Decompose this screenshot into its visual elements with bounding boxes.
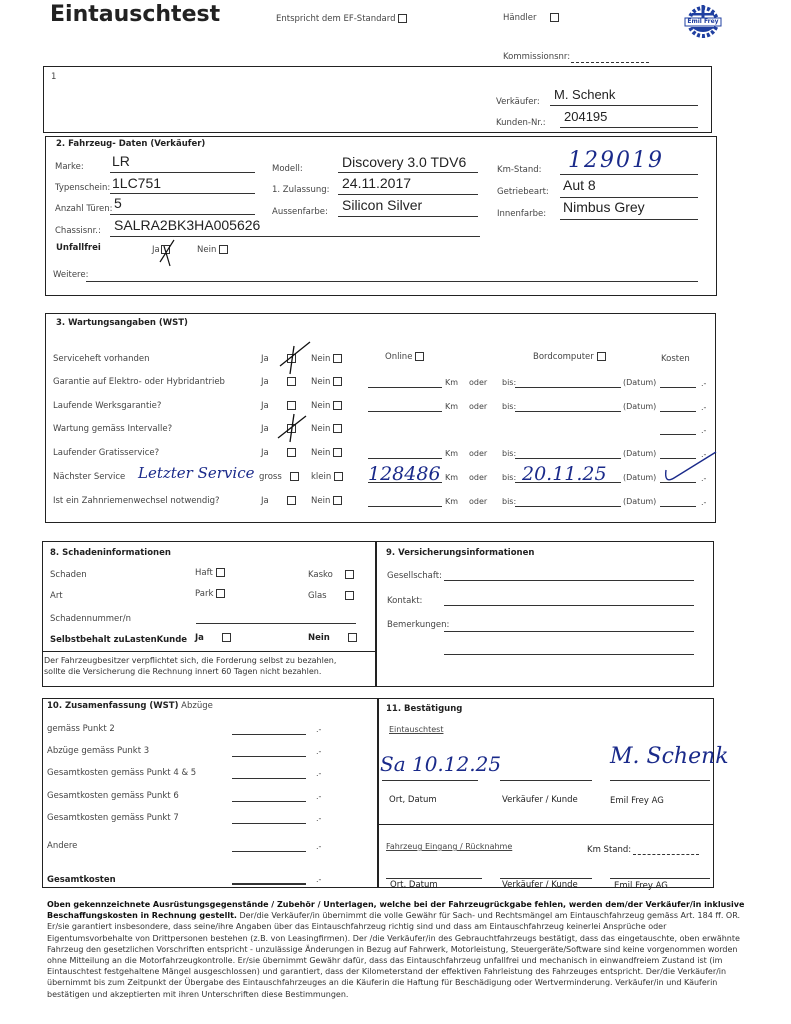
wst-row-opt1-label: Ja xyxy=(261,424,269,434)
tueren-label: Anzahl Türen: xyxy=(55,204,113,214)
typenschein-value[interactable]: 1LC751 xyxy=(112,175,162,191)
verkaeufer-underline xyxy=(550,105,698,106)
zulassung-underline xyxy=(338,194,478,195)
wst-kosten-dash: .- xyxy=(701,426,707,435)
section-10-title-suffix: Abzüge xyxy=(181,701,213,711)
section-3-title: 3. Wartungsangaben (WST) xyxy=(56,318,188,328)
wst-row-opt1-checkbox[interactable] xyxy=(261,496,296,506)
park-checkbox[interactable] xyxy=(195,589,225,599)
ort-datum-line-1 xyxy=(382,780,478,781)
summary-row-field[interactable] xyxy=(232,851,306,852)
wst-oder-label: oder xyxy=(469,497,488,506)
section-11-divider xyxy=(378,824,714,825)
schaden-label: Schaden xyxy=(50,570,87,580)
wst-row-label: Laufender Gratisservice? xyxy=(53,448,160,458)
typenschein-underline xyxy=(110,193,255,194)
selbstbehalt-nein-label: Nein xyxy=(308,633,330,643)
section-9-title: 9. Versicherungsinformationen xyxy=(386,548,535,558)
haft-label: Haft xyxy=(195,568,213,578)
emil-frey-logo xyxy=(684,3,722,39)
ort-datum-label-2: Ort, Datum xyxy=(390,880,438,890)
verkaeufer-kunde-label-1: Verkäufer / Kunde xyxy=(502,795,578,805)
wst-kosten-dash: .- xyxy=(701,450,707,459)
bemerkungen-field-1[interactable] xyxy=(444,631,694,632)
emil-frey-line-1 xyxy=(610,780,710,781)
typenschein-label: Typenschein: xyxy=(55,183,111,193)
haft-checkbox[interactable] xyxy=(195,568,225,578)
wst-km-field[interactable] xyxy=(368,411,442,412)
selbstbehalt-label: Selbstbehalt zuLastenKunde xyxy=(50,635,188,645)
wst-km-field[interactable] xyxy=(368,458,442,459)
wst-kosten-field[interactable] xyxy=(660,411,696,412)
kommissionsnr-label: Kommissionsnr: xyxy=(503,52,571,62)
glas-label: Glas xyxy=(308,591,327,601)
selbstbehalt-ja-checkbox[interactable] xyxy=(195,633,231,643)
wst-row-opt1-label: gross xyxy=(259,472,282,482)
wst-km-label: Km xyxy=(445,402,459,411)
gesamtkosten-field[interactable] xyxy=(232,883,306,885)
wst-kosten-dash: .- xyxy=(701,474,707,483)
wst-datum-label: (Datum) xyxy=(623,473,657,482)
summary-row-label: Abzüge gemäss Punkt 3 xyxy=(47,746,150,756)
wst-row-opt2-checkbox[interactable] xyxy=(311,377,342,387)
online-checkbox[interactable] xyxy=(385,352,424,362)
summary-row-dash: .- xyxy=(316,814,322,823)
wst-row-opt2-checkbox[interactable] xyxy=(311,424,342,434)
schaden-note: Der Fahrzeugbesitzer verpflichtet sich, die Forderung selbst zu bezahlen, sollte die Versicherung die Rechnung innert 60 Tagen nicht bezahlen. xyxy=(44,656,337,676)
legal-text xyxy=(47,899,747,1000)
summary-row-dash: .- xyxy=(316,725,322,734)
wst-row-opt1-label: Ja xyxy=(261,401,269,411)
wst-km-label: Km xyxy=(445,497,459,506)
kasko-label: Kasko xyxy=(308,570,333,580)
wst-bis-label: bis: xyxy=(502,449,517,458)
haendler-label: Händler xyxy=(503,13,537,23)
innenfarbe-value[interactable]: Nimbus Grey xyxy=(563,199,645,215)
summary-row-field[interactable] xyxy=(232,756,306,757)
section-10-title-wrap xyxy=(47,701,213,711)
modell-underline xyxy=(338,172,478,173)
emil-frey-label-2: Emil Frey AG xyxy=(614,881,668,891)
wst-datum-label: (Datum) xyxy=(623,402,657,411)
verkaeufer-label: Verkäufer: xyxy=(496,97,540,107)
gesamtkosten-dash: .- xyxy=(316,875,322,884)
getriebe-underline xyxy=(560,197,698,198)
wst-datum-label: (Datum) xyxy=(623,378,657,387)
wst-row-opt1-label: Ja xyxy=(261,377,269,387)
wst-row-opt2-checkbox[interactable] xyxy=(311,496,342,506)
wst-row-opt1-checkbox[interactable] xyxy=(261,448,296,458)
kmstand-value[interactable]: 129019 xyxy=(568,148,664,173)
kosten-check-mark xyxy=(662,448,718,486)
aussenfarbe-label: Aussenfarbe: xyxy=(272,207,328,217)
kmstand-label: Km-Stand: xyxy=(497,165,542,175)
bordcomputer-label: Bordcomputer xyxy=(533,352,594,362)
wst-kosten-field[interactable] xyxy=(660,506,696,507)
wst-bis-label: bis: xyxy=(502,473,517,482)
aussenfarbe-value[interactable]: Silicon Silver xyxy=(342,197,423,213)
summary-row-dash: .- xyxy=(316,792,322,801)
summary-row-label: gemäss Punkt 2 xyxy=(47,724,115,734)
kmstand-eingang-field[interactable] xyxy=(633,854,699,855)
kontakt-field[interactable] xyxy=(444,605,694,606)
emil-frey-label-1: Emil Frey AG xyxy=(610,796,664,806)
park-label: Park xyxy=(195,589,214,599)
wst-datum-label: (Datum) xyxy=(623,449,657,458)
legal-bold: Oben gekennzeichnete Ausrüstungsgegenstände / Zubehör / Unterlagen, welche bei der Fahrzeugrückgabe fehlen, werden dem/der Verkäufer/in inklusive Beschaffungskosten in Rechnung gestellt. xyxy=(47,900,745,921)
wst-bis-label: bis: xyxy=(502,378,517,387)
summary-row-field[interactable] xyxy=(232,823,306,824)
bordcomputer-checkbox[interactable] xyxy=(533,352,606,362)
verkaeufer-kunde-label-2: Verkäufer / Kunde xyxy=(502,880,578,890)
wst-kosten-dash: .- xyxy=(701,403,707,412)
bemerkungen-label: Bemerkungen: xyxy=(387,620,450,630)
wst-row-opt2-label: Nein xyxy=(311,354,331,364)
modell-value[interactable]: Discovery 3.0 TDV6 xyxy=(342,154,467,170)
section-1-number: 1 xyxy=(51,72,57,82)
wst-datum-field[interactable] xyxy=(515,411,621,412)
summary-row-label: Gesamtkosten gemäss Punkt 6 xyxy=(47,791,179,801)
serviceheft-check-mark xyxy=(278,340,314,376)
tueren-underline xyxy=(110,214,255,215)
wst-row-opt2-label: Nein xyxy=(311,496,331,506)
wst-datum-value[interactable]: 20.11.25 xyxy=(522,463,607,485)
wst-km-field[interactable] xyxy=(368,506,442,507)
marke-value[interactable]: LR xyxy=(112,153,130,169)
zulassung-value[interactable]: 24.11.2017 xyxy=(342,175,412,191)
section-2-title: 2. Fahrzeug- Daten (Verkäufer) xyxy=(56,139,206,149)
getriebe-value[interactable]: Aut 8 xyxy=(563,177,596,193)
tueren-value[interactable]: 5 xyxy=(114,195,122,211)
section-9 xyxy=(376,541,714,687)
kommissionsnr-field[interactable] xyxy=(571,62,649,63)
wst-bis-label: bis: xyxy=(502,497,517,506)
unfallfrei-nein-label: Nein xyxy=(197,245,217,255)
marke-underline xyxy=(110,172,255,173)
wst-row-opt1-label: Ja xyxy=(261,448,269,458)
summary-row-label: Gesamtkosten gemäss Punkt 7 xyxy=(47,813,179,823)
chassis-label: Chassisnr.: xyxy=(55,226,101,236)
wst-kosten-field[interactable] xyxy=(660,387,696,388)
verkaeufer-line-2 xyxy=(500,878,592,879)
wst-row-opt2-checkbox[interactable] xyxy=(311,448,342,458)
wst-row-opt1-label: Ja xyxy=(261,496,269,506)
wst-row-opt2-checkbox[interactable] xyxy=(311,354,342,364)
wst-row-opt2-checkbox[interactable] xyxy=(311,472,343,482)
wst-km-label: Km xyxy=(445,449,459,458)
unfallfrei-check-mark xyxy=(158,238,178,268)
wst-oder-label: oder xyxy=(469,402,488,411)
chassis-value[interactable]: SALRA2BK3HA005626 xyxy=(114,217,261,233)
wst-row-label: Wartung gemäss Intervalle? xyxy=(53,424,173,434)
wst-row-opt2-label: klein xyxy=(311,472,332,482)
wst-row-opt2-label: Nein xyxy=(311,401,331,411)
kunden-nr-label: Kunden-Nr.: xyxy=(496,118,546,128)
signature-value[interactable]: M. Schenk xyxy=(610,744,729,769)
kasko-checkbox[interactable] xyxy=(308,570,354,580)
summary-row-field[interactable] xyxy=(232,801,306,802)
wst-oder-label: oder xyxy=(469,449,488,458)
chassis-underline xyxy=(110,236,480,237)
getriebe-label: Getriebeart: xyxy=(497,187,549,197)
gesamtkosten-label: Gesamtkosten xyxy=(47,875,116,885)
innenfarbe-underline xyxy=(560,219,698,220)
weitere-label: Weitere: xyxy=(53,270,89,280)
wst-row-opt2-checkbox[interactable] xyxy=(311,401,342,411)
haendler-checkbox[interactable] xyxy=(503,13,559,23)
section-3 xyxy=(45,313,716,523)
selbstbehalt-nein-checkbox[interactable] xyxy=(308,633,357,643)
kmstand-eingang-label: Km Stand: xyxy=(587,845,632,855)
logo-text: Emil Frey xyxy=(687,18,719,25)
section-8-title: 8. Schadeninformationen xyxy=(50,548,171,558)
kunden-nr-underline xyxy=(560,127,698,128)
verkaeufer-line-1 xyxy=(500,780,592,781)
unfallfrei-nein-checkbox[interactable] xyxy=(197,245,228,255)
summary-row-field[interactable] xyxy=(232,734,306,735)
summary-row-label: Andere xyxy=(47,841,78,851)
kmstand-underline xyxy=(560,174,698,175)
wst-bis-label: bis: xyxy=(502,402,517,411)
modell-label: Modell: xyxy=(272,164,303,174)
summary-row-dash: .- xyxy=(316,747,322,756)
summary-row-label: Gesamtkosten gemäss Punkt 4 & 5 xyxy=(47,768,197,778)
wst-row-note[interactable]: Letzter Service xyxy=(138,464,255,482)
ort-datum-label-1: Ort, Datum xyxy=(389,795,437,805)
legal-body: Der/die Verkäufer/in übernimmt die volle Gewähr für Sach- und Rechtsmängel am Eintauschfahrzeug gemäss Art. 184 ff. OR. Er/sie garantiert insbesondere, dass seine/ihre Angaben über das Eintauschfahrzeug richtig sind und dass am Eintauschfahrzeug keinerlei Ansprüche oder Eigentumsvorbehalte von Drittpersonen bestehen (z.B. von Leasingfirmen). Der /die Verkäufer/in des Gebrauchtfahrzeugs bestätigt, dass das eingetauschte, oben erwähnte Fahrzeug den gesetzlichen Vorschriften entspricht - unzulässige Änderungen in Bezug auf Fahrwerk, Motorleistung, Steuergeräte/Software sind keine vorgenommen worden ohne Mitteilung an die Motorfahrzeugkontrolle. Er/sie übernimmt Gewähr dafür, dass das Eintauschfahrzeug unfallfrei und mechanisch in einwandfreiem Zustand ist (im Eintauschtest festgehaltene Mängel ausgeschlossen) und garantiert, dass der Kilometerstand der effektiven Fahrleistung des Fahrzeuges entspricht. Der/die Verkäufer/in übernimmt bis zum Zeitpunkt der Übergabe des Eintauschfahrzeuges an die Käuferin die Haftung für Beschädigung oder Wertverminderung. Verkäufer/in und Käuferin bestätigen und akzeptierten mit ihren Unterschriften diese Bestimmungen. xyxy=(47,911,741,999)
unfallfrei-label: Unfallfrei xyxy=(56,243,101,253)
wst-row-label: Garantie auf Elektro- oder Hybridantrieb xyxy=(53,377,225,387)
ef-standard-checkbox[interactable] xyxy=(276,14,407,24)
verkaeufer-value[interactable]: M. Schenk xyxy=(554,87,616,102)
weitere-field[interactable] xyxy=(86,281,698,282)
wst-row-opt2-label: Nein xyxy=(311,377,331,387)
section-10-title: 10. Zusamenfassung (WST) xyxy=(47,701,179,711)
wst-row-label: Serviceheft vorhanden xyxy=(53,354,150,364)
wst-row-opt1-checkbox[interactable] xyxy=(261,377,296,387)
section-8-divider xyxy=(42,651,376,652)
summary-row-dash: .- xyxy=(316,769,322,778)
unfallfrei-ja-label: Ja xyxy=(152,245,160,255)
wst-oder-label: oder xyxy=(469,378,488,387)
section-11-title: 11. Bestätigung xyxy=(386,704,463,714)
wst-km-label: Km xyxy=(445,378,459,387)
summary-row-field[interactable] xyxy=(232,778,306,779)
ort-datum-value[interactable]: Sa 10.12.25 xyxy=(380,752,502,776)
glas-checkbox[interactable] xyxy=(308,591,354,601)
wst-kosten-field[interactable] xyxy=(660,434,696,435)
emil-frey-line-2 xyxy=(610,878,710,879)
wst-oder-label: oder xyxy=(469,473,488,482)
summary-row-dash: .- xyxy=(316,842,322,851)
wst-row-label: Ist ein Zahnriemenwechsel notwendig? xyxy=(53,496,220,506)
wst-row-label: Laufende Werksgarantie? xyxy=(53,401,162,411)
wst-row-opt2-label: Nein xyxy=(311,424,331,434)
wst-datum-field[interactable] xyxy=(515,458,621,459)
kontakt-label: Kontakt: xyxy=(387,596,423,606)
ef-standard-label: Entspricht dem EF-Standard xyxy=(276,14,396,24)
wartung-check-mark xyxy=(276,410,310,444)
wst-km-value[interactable]: 128486 xyxy=(368,463,441,485)
zulassung-label: 1. Zulassung: xyxy=(272,185,330,195)
eintauschtest-label: Eintauschtest xyxy=(389,725,444,734)
bemerkungen-field-2[interactable] xyxy=(444,654,694,655)
wst-datum-field[interactable] xyxy=(515,506,621,507)
aussenfarbe-underline xyxy=(338,216,478,217)
kunden-nr-value[interactable]: 204195 xyxy=(564,109,608,124)
kosten-label: Kosten xyxy=(661,354,690,364)
schadennummer-field[interactable] xyxy=(196,623,356,624)
wst-row-opt2-label: Nein xyxy=(311,448,331,458)
marke-label: Marke: xyxy=(55,162,84,172)
schadennummer-label: Schadennummer/n xyxy=(50,614,131,624)
wst-kosten-dash: .- xyxy=(701,379,707,388)
wst-row-opt1-checkbox[interactable] xyxy=(259,472,299,482)
wst-kosten-dash: .- xyxy=(701,498,707,507)
gesellschaft-field[interactable] xyxy=(444,580,694,581)
wst-datum-field[interactable] xyxy=(515,387,621,388)
ort-datum-line-2 xyxy=(386,878,482,879)
online-label: Online xyxy=(385,352,413,362)
wst-row-label: Nächster Service xyxy=(53,472,126,482)
art-label: Art xyxy=(50,591,63,601)
eingang-label: Fahrzeug Eingang / Rücknahme xyxy=(386,842,513,851)
wst-row-opt1-label: Ja xyxy=(261,354,269,364)
page-title: Eintauschtest xyxy=(50,2,221,27)
selbstbehalt-ja-label: Ja xyxy=(195,633,204,643)
wst-datum-label: (Datum) xyxy=(623,497,657,506)
innenfarbe-label: Innenfarbe: xyxy=(497,209,547,219)
wst-km-label: Km xyxy=(445,473,459,482)
gesellschaft-label: Gesellschaft: xyxy=(387,571,442,581)
wst-km-field[interactable] xyxy=(368,387,442,388)
